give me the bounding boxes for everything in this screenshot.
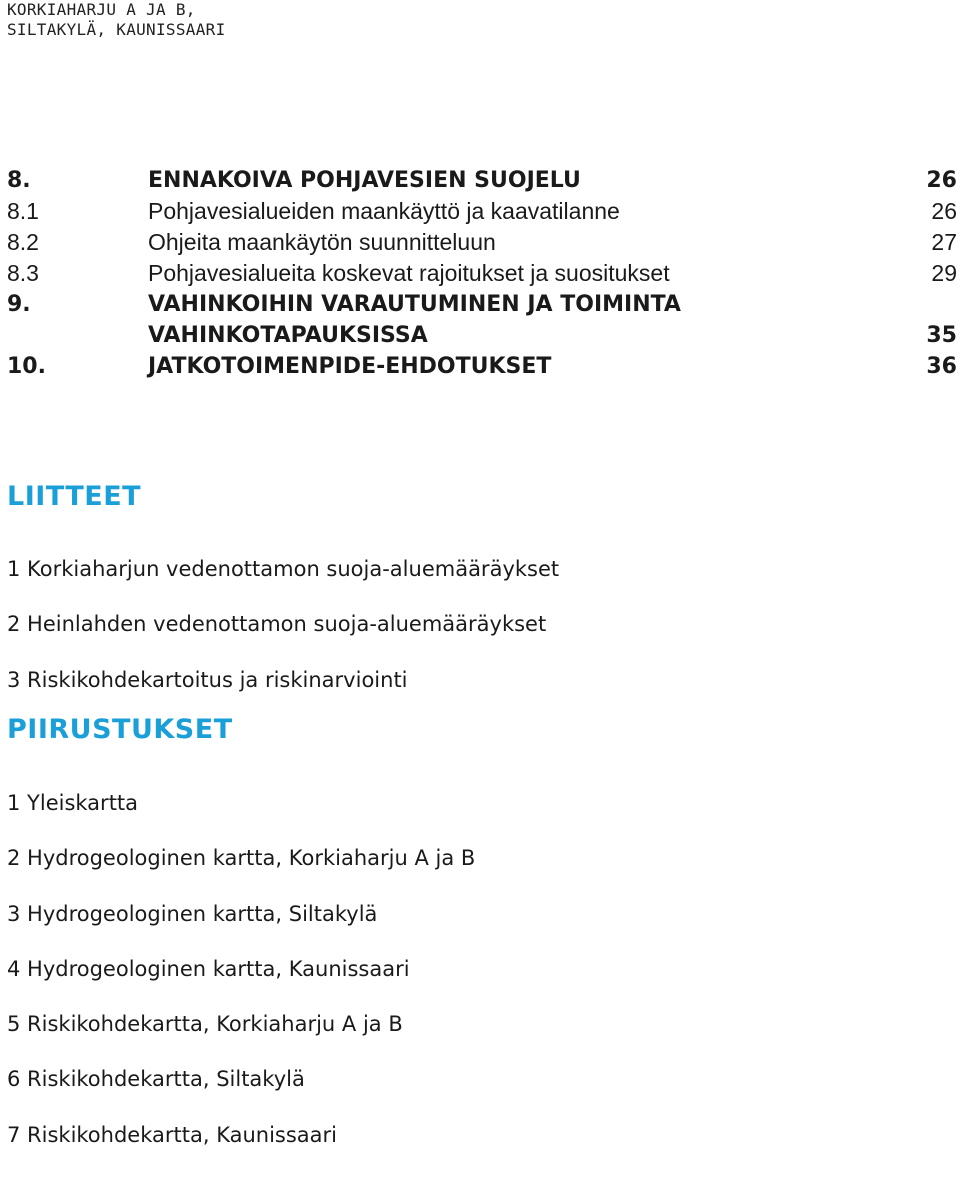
toc-number: 8.2: [7, 229, 39, 255]
toc-entry-9-continued: [7, 320, 957, 351]
toc-title: VAHINKOTAPAUKSISSA: [148, 323, 428, 348]
liitteet-list: [7, 556, 559, 722]
piirustukset-heading: PIIRUSTUKSET: [7, 714, 233, 745]
toc-number: 8.: [7, 168, 31, 193]
toc-entry-8-2: [7, 227, 957, 258]
toc-entry-8-3: [7, 258, 957, 289]
piirustus-item: 6 Riskikohdekartta, Siltakylä: [7, 1067, 305, 1092]
toc-title: Pohjavesialueita koskevat rajoitukset ja suositukset: [148, 260, 670, 286]
toc-title: VAHINKOIHIN VARAUTUMINEN JA TOIMINTA: [148, 292, 681, 317]
toc-page: 26: [931, 198, 957, 224]
table-of-contents: [7, 165, 957, 382]
liitteet-heading: LIITTEET: [7, 481, 142, 512]
header-line-2: SILTAKYLÄ, KAUNISSAARI: [7, 20, 226, 39]
piirustus-item: 4 Hydrogeologinen kartta, Kaunissaari: [7, 956, 410, 981]
piirustukset-list: [7, 790, 475, 1177]
toc-entry-9: [7, 289, 957, 320]
toc-number: 8.1: [7, 198, 39, 224]
toc-title: ENNAKOIVA POHJAVESIEN SUOJELU: [148, 168, 581, 193]
liite-item: 3 Riskikohdekartoitus ja riskinarviointi: [7, 667, 408, 692]
toc-page: 29: [931, 260, 957, 286]
toc-entry-10: [7, 351, 957, 382]
running-header: [7, 0, 226, 40]
toc-title: Ohjeita maankäytön suunnitteluun: [148, 229, 496, 255]
liite-item: 2 Heinlahden vedenottamon suoja-aluemääräykset: [7, 612, 547, 637]
toc-page: 35: [926, 323, 957, 348]
piirustus-item: 2 Hydrogeologinen kartta, Korkiaharju A ja B: [7, 846, 476, 871]
toc-entry-8: [7, 165, 957, 196]
toc-number: 9.: [7, 292, 31, 317]
piirustus-item: 1 Yleiskartta: [7, 791, 139, 815]
toc-number: 10.: [7, 354, 46, 379]
header-line-1: KORKIAHARJU A JA B,: [7, 0, 196, 19]
toc-title: JATKOTOIMENPIDE-EHDOTUKSET: [148, 354, 552, 379]
toc-page: 27: [931, 229, 957, 255]
piirustus-item: 5 Riskikohdekartta, Korkiaharju A ja B: [7, 1012, 403, 1037]
toc-page: 26: [926, 168, 957, 193]
toc-title: Pohjavesialueiden maankäyttö ja kaavatilanne: [148, 198, 620, 224]
liite-item: 1 Korkiaharjun vedenottamon suoja-aluemääräykset: [7, 557, 560, 581]
toc-page: 36: [926, 354, 957, 379]
piirustus-item: 3 Hydrogeologinen kartta, Siltakylä: [7, 901, 378, 926]
toc-entry-8-1: [7, 196, 957, 227]
piirustus-item: 7 Riskikohdekartta, Kaunissaari: [7, 1122, 338, 1147]
toc-number: 8.3: [7, 260, 39, 286]
